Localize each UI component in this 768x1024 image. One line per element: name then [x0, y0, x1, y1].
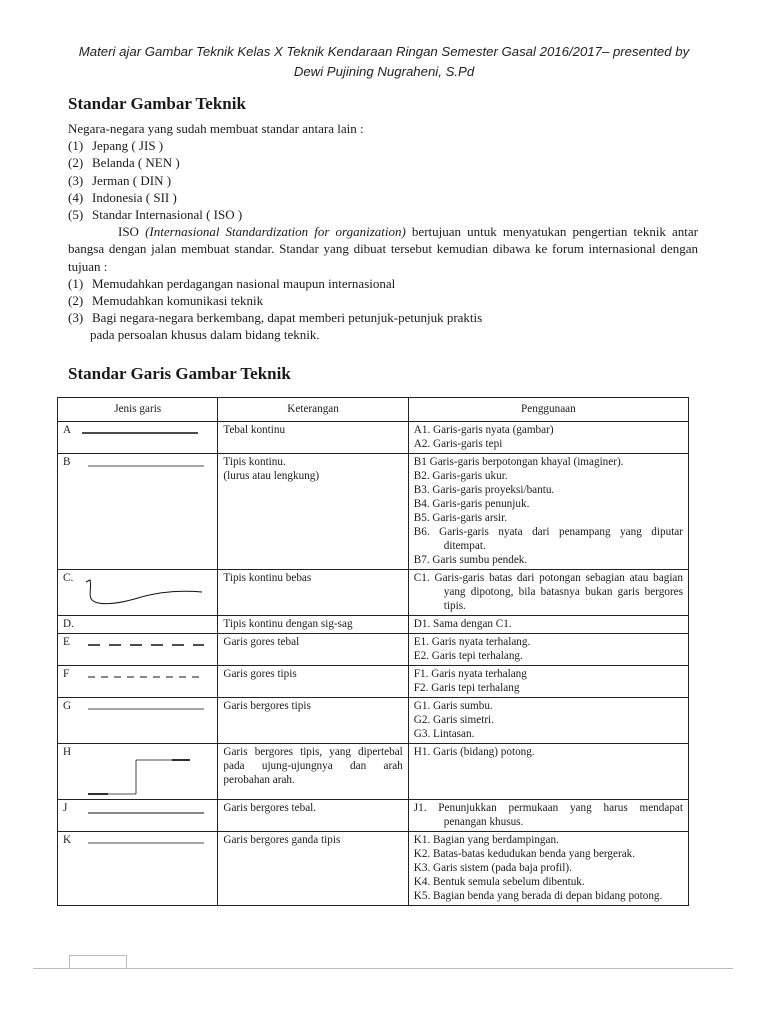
standard-item: (5) Standar Internasional ( ISO ): [68, 207, 243, 223]
description-cell: Garis gores tipis: [218, 666, 408, 698]
purpose-item: (1) Memudahkan perdagangan nasional maupun internasional: [68, 275, 396, 291]
usage-item: D1. Sama dengan C1.: [413, 618, 512, 630]
line-type-cell: [58, 634, 218, 666]
line-sample-section-line: [86, 752, 196, 798]
usage-item: B2. Garis-garis ukur.: [413, 470, 508, 482]
purpose-item: (3) Bagi negara-negara berkembang, dapat memberi petunjuk-petunjuk praktis: [68, 310, 483, 326]
line-sample-double-chain: [88, 840, 208, 846]
description-text: Tipis kontinu.: [223, 456, 286, 468]
table-row: [58, 800, 689, 832]
intro-text: Negara-negara yang sudah membuat standar antara lain :: [68, 121, 364, 136]
table-row: [58, 634, 689, 666]
table-row: [58, 616, 689, 634]
standard-item: (2) Belanda ( NEN ): [68, 155, 180, 171]
usage-item: F2. Garis tepi terhalang: [413, 682, 520, 694]
header-line-1: Materi ajar Gambar Teknik Kelas X Teknik Kendaraan Ringan Semester Gasal 2016/2017– presented by: [78, 44, 690, 59]
usage-cell: [408, 698, 688, 744]
standard-item: (1) Jepang ( JIS ): [68, 138, 164, 154]
line-sample-thick-dashed: [88, 642, 208, 648]
line-type-cell: [58, 832, 218, 906]
line-code: C.: [63, 572, 74, 584]
line-type-cell: [58, 800, 218, 832]
table-row: [58, 698, 689, 744]
usage-item: G2. Garis simetri.: [413, 714, 494, 726]
header-jenis-garis: Jenis garis: [58, 398, 218, 422]
iso-paragraph: ISO (Internasional Standardization for organization) bertujuan untuk menyatukan pengertian teknik antar bangsa dengan jalan membuat standar. Standar yang dibuat tersebut kemudian dibawa ke forum internasional dengan tujuan :: [68, 224, 699, 274]
line-type-cell: [58, 422, 218, 454]
standard-item: (3) Jerman ( DIN ): [68, 172, 172, 188]
usage-cell: [408, 666, 688, 698]
line-type-cell: [58, 616, 218, 634]
usage-cell: [408, 422, 688, 454]
line-type-cell: [58, 698, 218, 744]
usage-item: B4. Garis-garis penunjuk.: [413, 498, 530, 510]
table-row: [58, 422, 689, 454]
usage-item: B6. Garis-garis nyata dari penampang yang diputar ditempat.: [413, 526, 683, 552]
line-sample-freehand: [78, 576, 208, 608]
usage-item: H1. Garis (bidang) potong.: [413, 746, 535, 758]
purpose-item: (2) Memudahkan komunikasi teknik: [68, 293, 264, 309]
usage-item: J1. Penunjukkan permukaan yang harus mendapat penangan khusus.: [413, 802, 683, 828]
line-code: K: [63, 834, 72, 846]
line-code: D.: [63, 618, 74, 630]
line-code: A: [63, 424, 72, 436]
line-type-cell: [58, 570, 218, 616]
header-keterangan: Keterangan: [218, 398, 408, 422]
usage-item: G3. Lintasan.: [413, 728, 475, 740]
description-cell: Garis gores tebal: [218, 634, 408, 666]
usage-cell: [408, 634, 688, 666]
usage-item: K3. Garis sistem (pada baja profil).: [413, 862, 572, 874]
usage-cell: [408, 454, 688, 570]
header-line-2: Dewi Pujining Nugraheni, S.Pd: [293, 64, 475, 79]
line-type-cell: [58, 666, 218, 698]
section1-body: [68, 120, 698, 344]
usage-item: E2. Garis tepi terhalang.: [413, 650, 523, 662]
usage-cell: [408, 800, 688, 832]
usage-item: C1. Garis-garis batas dari potongan sebagian atau bagian yang dipotong, bila batasnya bukan garis bergores tipis.: [413, 572, 683, 612]
description-cell: Tebal kontinu: [218, 422, 408, 454]
section-title-standar-garis: Standar Garis Gambar Teknik: [68, 364, 291, 383]
line-type-cell: [58, 744, 218, 800]
description-subtext: (lurus atau lengkung): [223, 470, 320, 482]
description-cell: Tipis kontinu bebas: [218, 570, 408, 616]
table-row: [58, 666, 689, 698]
usage-cell: [408, 832, 688, 906]
usage-item: B7. Garis sumbu pendek.: [413, 554, 528, 566]
description-cell: [218, 454, 408, 570]
usage-item: B1 Garis-garis berpotongan khayal (imaginer).: [413, 456, 624, 468]
page-header: [60, 42, 708, 82]
description-cell: Tipis kontinu dengan sig-sag: [218, 616, 408, 634]
line-sample-thin-continuous: [88, 463, 208, 469]
usage-cell: [408, 570, 688, 616]
usage-item: A2. Garis-garis tepi: [413, 438, 503, 450]
purpose-item-continuation: pada persoalan khusus dalam bidang teknik.: [90, 327, 320, 343]
table-row: [58, 454, 689, 570]
usage-item: A1. Garis-garis nyata (gambar): [413, 424, 554, 436]
line-code: G: [63, 700, 72, 712]
header-penggunaan: Penggunaan: [408, 398, 688, 422]
line-code: H: [63, 746, 72, 758]
usage-item: B5. Garis-garis arsir.: [413, 512, 507, 524]
line-standards-table: [57, 397, 689, 906]
usage-item: K4. Bentuk semula sebelum dibentuk.: [413, 876, 585, 888]
line-sample-thin-dashed: [88, 674, 208, 680]
description-cell: Garis bergores tipis, yang dipertebal pada ujung-ujungnya dan arah perobahan arah.: [218, 744, 408, 800]
line-sample-thick-chain: [88, 810, 208, 816]
footer-rule: [33, 968, 733, 969]
description-cell: Garis bergores tipis: [218, 698, 408, 744]
table-header-row: [58, 398, 689, 422]
usage-item: K5. Bagian benda yang berada di depan bidang potong.: [413, 890, 663, 902]
table-row: [58, 570, 689, 616]
usage-cell: [408, 744, 688, 800]
usage-item: G1. Garis sumbu.: [413, 700, 493, 712]
standard-item: (4) Indonesia ( SII ): [68, 189, 177, 205]
line-sample-thin-chain: [88, 706, 208, 712]
usage-item: F1. Garis nyata terhalang: [413, 668, 527, 680]
table-row: [58, 832, 689, 906]
footer-page-tab: [69, 955, 127, 969]
usage-item: K1. Bagian yang berdampingan.: [413, 834, 559, 846]
usage-item: K2. Batas-batas kedudukan benda yang bergerak.: [413, 848, 636, 860]
line-code: J: [63, 802, 68, 814]
line-code: E: [63, 636, 70, 648]
line-code: F: [63, 668, 70, 680]
description-cell: Garis bergores ganda tipis: [218, 832, 408, 906]
table-row: [58, 744, 689, 800]
description-cell: Garis bergores tebal.: [218, 800, 408, 832]
line-type-cell: [58, 454, 218, 570]
usage-cell: [408, 616, 688, 634]
usage-item: E1. Garis nyata terhalang.: [413, 636, 531, 648]
line-code: B: [63, 456, 71, 468]
usage-item: B3. Garis-garis proyeksi/bantu.: [413, 484, 555, 496]
line-sample-thick-continuous: [82, 430, 202, 436]
section-title-standar-gambar: Standar Gambar Teknik: [68, 94, 246, 113]
